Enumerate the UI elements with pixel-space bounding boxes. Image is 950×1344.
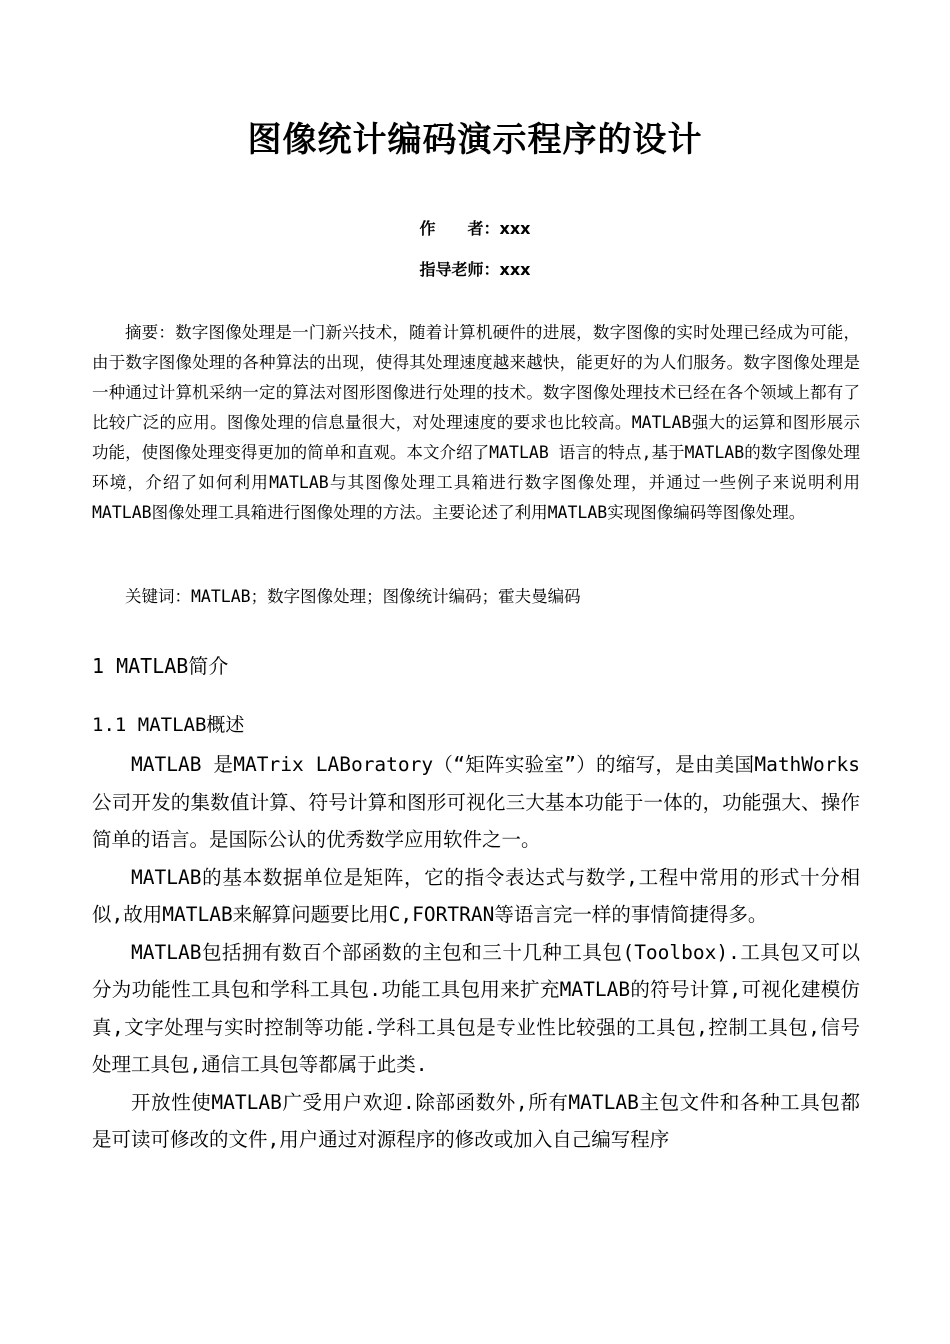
- author-value: xxx: [499, 219, 531, 238]
- body-text: [92, 746, 860, 1159]
- paragraph: 开放性使MATLAB广受用户欢迎.除部函数外,所有MATLAB主包文件和各种工具包都是可读可修改的文件,用户通过对源程序的修改或加入自己编写程序: [92, 1090, 860, 1151]
- abstract: [92, 318, 860, 528]
- author-line: [0, 216, 950, 239]
- advisor-label: 指导老师：: [419, 260, 500, 279]
- section-heading-1: 1 MATLAB简介: [92, 654, 229, 678]
- advisor-line: [0, 257, 950, 280]
- section-heading-1-1: 1.1 MATLAB概述: [92, 714, 245, 736]
- author-label: 作 者：: [419, 219, 500, 238]
- page-title: 图像统计编码演示程序的设计: [247, 120, 703, 160]
- keywords: 关键词：MATLAB；数字图像处理；图像统计编码；霍夫曼编码: [125, 587, 581, 606]
- paragraph: MATLAB的基本数据单位是矩阵，它的指令表达式与数学,工程中常用的形式十分相似,故用MATLAB来解算问题要比用C,FORTRAN等语言完一样的事情简捷得多。: [92, 865, 860, 926]
- advisor-value: xxx: [499, 260, 531, 279]
- paragraph: MATLAB包括拥有数百个部函数的主包和三十几种工具包(Toolbox).工具包又可以分为功能性工具包和学科工具包.功能工具包用来扩充MATLAB的符号计算,可视化建模仿真,文字处理与实时控制等功能.学科工具包是专业性比较强的工具包,控制工具包,信号处理工具包,通信工具包等都属于此类.: [92, 940, 860, 1076]
- abstract-text: 摘要：数字图像处理是一门新兴技术，随着计算机硬件的进展，数字图像的实时处理已经成为可能，由于数字图像处理的各种算法的出现，使得其处理速度越来越快，能更好的为人们服务。数字图像处理是一种通过计算机采纳一定的算法对图形图像进行处理的技术。数字图像处理技术已经在各个领域上都有了比较广泛的应用。图像处理的信息量很大，对处理速度的要求也比较高。MATLAB强大的运算和图形展示功能，使图像处理变得更加的简单和直观。本文介绍了MATLAB 语言的特点,基于MATLAB的数字图像处理环境，介绍了如何利用MATLAB与其图像处理工具箱进行数字图像处理，并通过一些例子来说明利用 MATLAB图像处理工具箱进行图像处理的方法。主要论述了利用MATLAB实现图像编码等图像处理。: [92, 323, 860, 522]
- paragraph: MATLAB 是MATrix LABoratory（“矩阵实验室”）的缩写，是由美国MathWorks 公司开发的集数值计算、符号计算和图形可视化三大基本功能于一体的，功能强大、操作简单的语言。是国际公认的优秀数学应用软件之一。: [92, 753, 860, 851]
